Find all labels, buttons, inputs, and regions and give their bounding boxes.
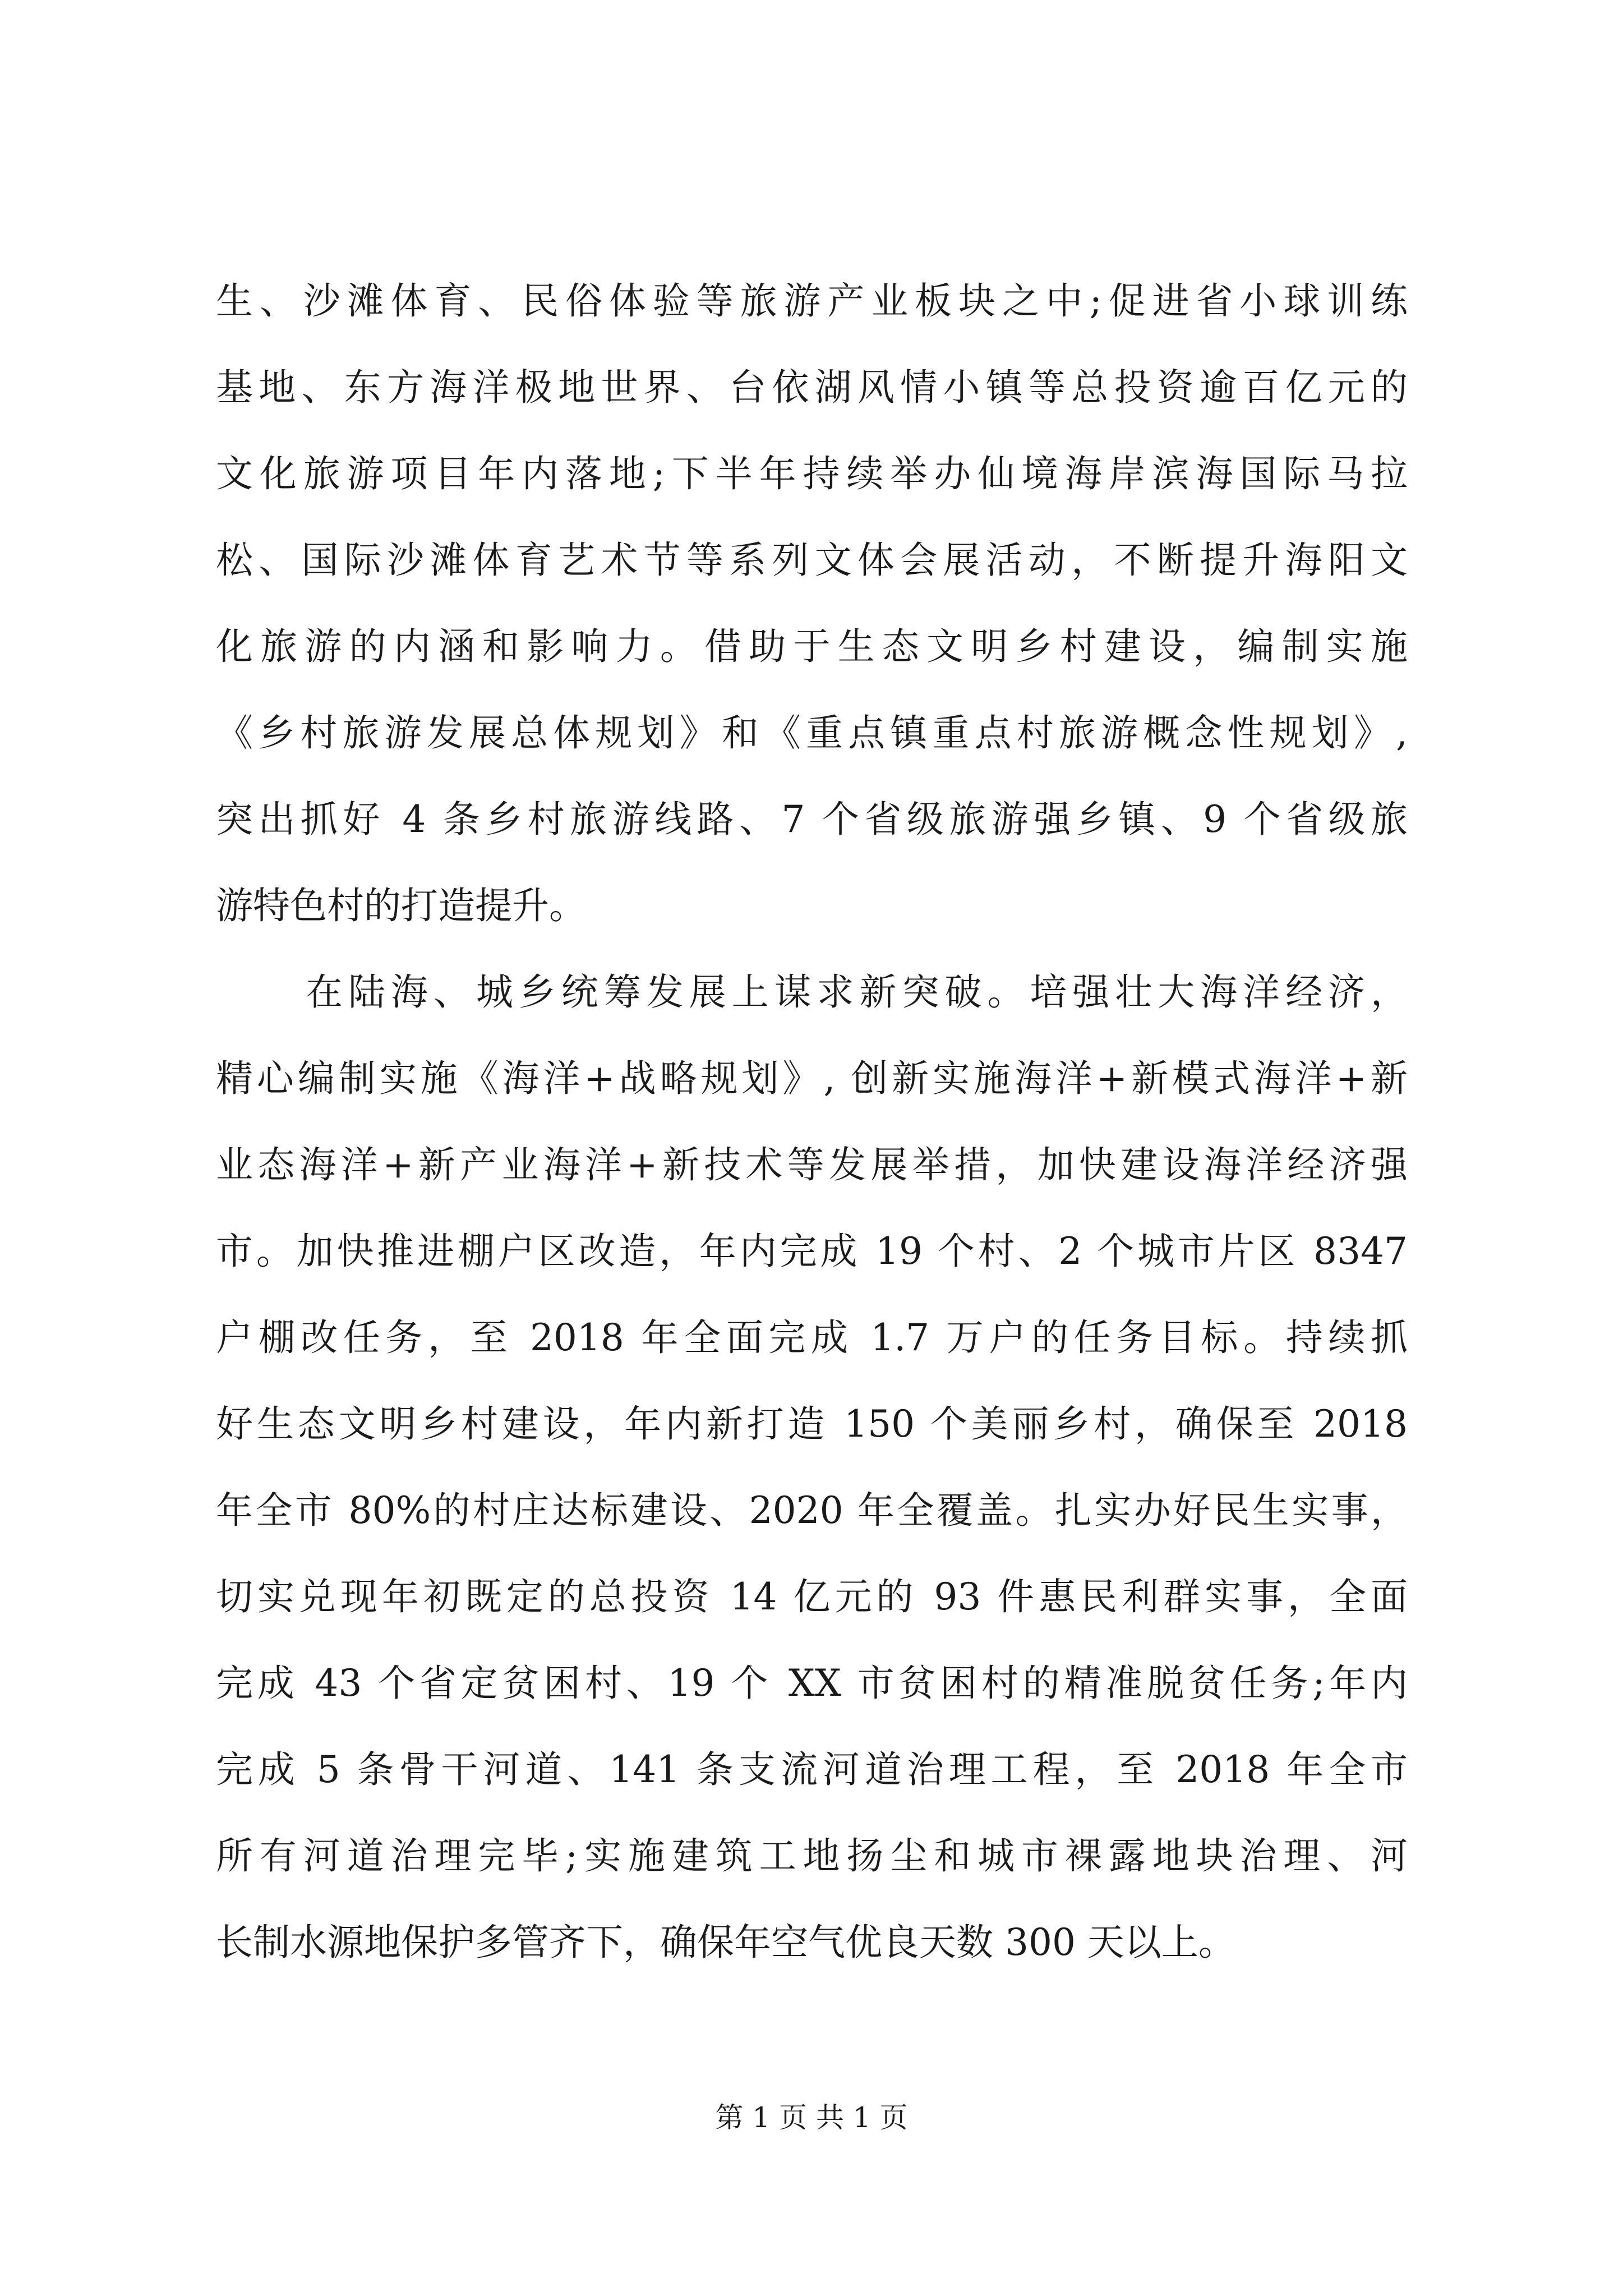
text-line: 完成 43 个省定贫困村、19 个 XX 市贫困村的精准脱贫任务;年内 [216, 1662, 1408, 1705]
text-line: 生、沙滩体育、民俗体验等旅游产业板块之中;促进省小球训练 [216, 279, 1408, 323]
text-line: 在陆海、城乡统筹发展上谋求新突破。培强壮大海洋经济， [306, 970, 1408, 1014]
text-line: 所有河道治理完毕;实施建筑工地扬尘和城市裸露地块治理、河 [216, 1834, 1408, 1878]
text-line: 游特色村的打造提升。 [216, 884, 586, 927]
text-line: 《乡村旅游发展总体规划》和《重点镇重点村旅游概念性规划》, [216, 711, 1408, 754]
text-line: 年全市 80%的村庄达标建设、2020 年全覆盖。扎实办好民生实事， [216, 1489, 1408, 1532]
text-line: 长制水源地保护多管齐下，确保年空气优良天数 300 天以上。 [216, 1921, 1235, 1964]
text-line: 突出抓好 4 条乡村旅游线路、7 个省级旅游强乡镇、9 个省级旅 [216, 798, 1408, 841]
text-line: 户棚改任务，至 2018 年全面完成 1.7 万户的任务目标。持续抓 [216, 1316, 1408, 1359]
text-line: 业态海洋+新产业海洋+新技术等发展举措，加快建设海洋经济强 [216, 1143, 1408, 1186]
paragraph-2 [216, 949, 1408, 1986]
paragraph-1 [216, 258, 1408, 949]
text-line: 完成 5 条骨干河道、141 条支流河道治理工程，至 2018 年全市 [216, 1748, 1408, 1791]
page-footer: 第 1 页 共 1 页 [715, 2101, 908, 2134]
document-body [216, 258, 1408, 1986]
text-line: 精心编制实施《海洋+战略规划》, 创新实施海洋+新模式海洋+新 [216, 1057, 1408, 1100]
text-line: 松、国际沙滩体育艺术节等系列文体会展活动，不断提升海阳文 [216, 539, 1408, 582]
text-line: 文化旅游项目年内落地;下半年持续举办仙境海岸滨海国际马拉 [216, 452, 1408, 495]
text-line: 好生态文明乡村建设，年内新打造 150 个美丽乡村，确保至 2018 [216, 1402, 1408, 1446]
text-line: 化旅游的内涵和影响力。借助于生态文明乡村建设，编制实施 [216, 625, 1408, 668]
text-line: 切实兑现年初既定的总投资 14 亿元的 93 件惠民利群实事，全面 [216, 1575, 1408, 1618]
text-line: 基地、东方海洋极地世界、台依湖风情小镇等总投资逾百亿元的 [216, 366, 1408, 409]
text-line: 市。加快推进棚户区改造，年内完成 19 个村、2 个城市片区 8347 [216, 1230, 1408, 1273]
